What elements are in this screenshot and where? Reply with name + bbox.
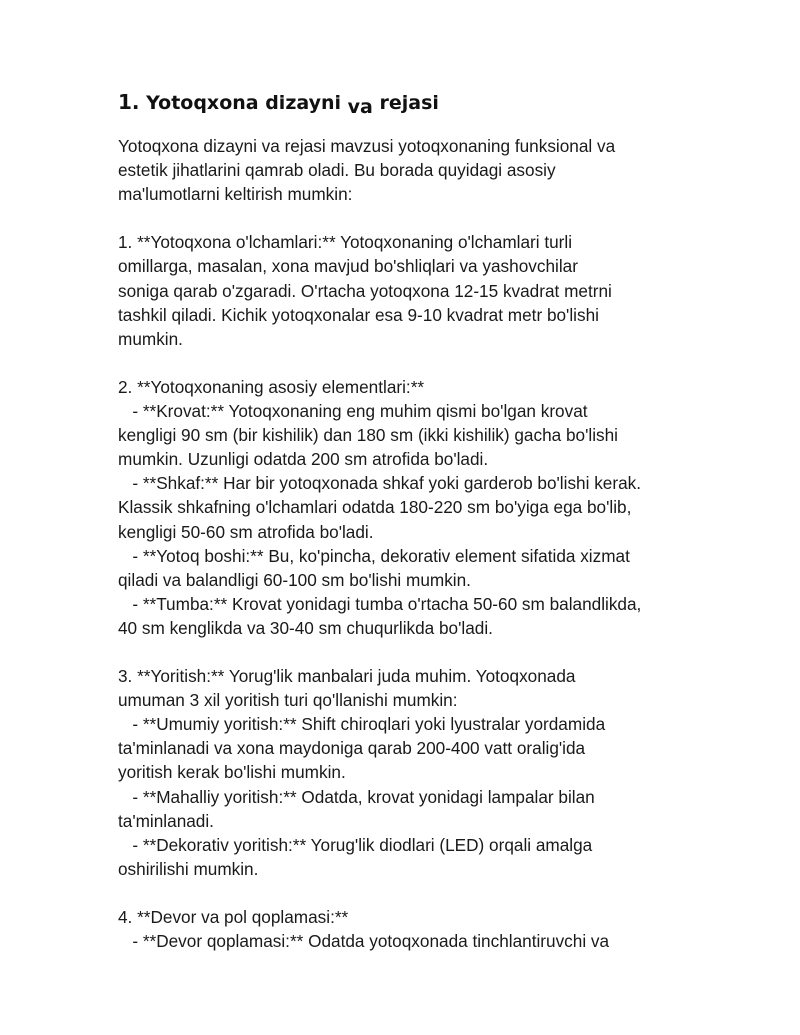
paragraph-spacer	[118, 881, 698, 905]
text-line: - **Tumba:** Krovat yonidagi tumba o'rtacha 50-60 sm balandlikda,	[118, 593, 642, 614]
heading-text-subscript: va	[347, 96, 373, 118]
text-line: yoritish kerak bo'lishi mumkin.	[118, 762, 346, 783]
text-line: mumkin. Uzunligi odatda 200 sm atrofida bo'ladi.	[118, 449, 489, 470]
text-line: 40 sm kenglikda va 30-40 sm chuqurlikda bo'ladi.	[118, 617, 493, 638]
text-line: - **Devor qoplamasi:** Odatda yotoqxonada tinchlantiruvchi va	[118, 931, 610, 952]
text-line: 1. **Yotoqxona o'lchamlari:** Yotoqxonaning o'lchamlari turli	[118, 232, 573, 253]
text-line: - **Mahalliy yoritish:** Odatda, krovat yonidagi lampalar bilan	[118, 786, 595, 807]
text-line: Klassik shkafning o'lchamlari odatda 180-220 sm bo'yiga ega bo'lib,	[118, 497, 632, 518]
text-line: 4. **Devor va pol qoplamasi:**	[118, 907, 349, 927]
text-line: ta'minlanadi.	[118, 810, 214, 831]
heading-text-part-1: Yotoqxona dizayni	[139, 92, 348, 114]
text-line: - **Yotoq boshi:** Bu, ko'pincha, dekorativ element sifatida xizmat	[118, 545, 630, 566]
paragraph-spacer	[118, 351, 698, 375]
text-line: - **Krovat:** Yotoqxonaning eng muhim qismi bo'lgan krovat	[118, 401, 588, 422]
text-line: qiladi va balandligi 60-100 sm bo'lishi mumkin.	[118, 569, 471, 590]
text-line: - **Dekorativ yoritish:** Yorug'lik diodlari (LED) orqali amalga	[118, 834, 593, 855]
text-line: - **Shkaf:** Har bir yotoqxonada shkaf yoki garderob bo'lishi kerak.	[118, 473, 641, 494]
text-line: oshirilishi mumkin.	[118, 858, 259, 879]
text-line: kengligi 50-60 sm atrofida bo'ladi.	[118, 521, 374, 542]
text-line: mumkin.	[118, 328, 183, 349]
text-line: soniga qarab o'zgaradi. O'rtacha yotoqxona 12-15 kvadrat metrni	[118, 280, 612, 301]
text-line: 3. **Yoritish:** Yorug'lik manbalari juda muhim. Yotoqxonada	[118, 666, 576, 687]
text-line: omillarga, masalan, xona mavjud bo'shliqlari va yashovchilar	[118, 256, 578, 277]
text-line: 2. **Yotoqxonaning asosiy elementlari:**	[118, 376, 425, 397]
text-line: Yotoqxona dizayni va rejasi mavzusi yotoqxonaning funksional va	[118, 136, 616, 156]
text-line: ta'minlanadi va xona maydoniga qarab 200-400 vatt oralig'ida	[118, 738, 586, 759]
text-line: - **Umumiy yoritish:** Shift chiroqlari yoki lyustralar yordamida	[118, 714, 606, 735]
paragraph-spacer	[118, 640, 698, 664]
heading-text-part-2: rejasi	[372, 92, 439, 114]
text-line: kengligi 90 sm (bir kishilik) dan 180 sm (ikki kishilik) gacha bo'lishi	[118, 425, 618, 446]
heading-number: 1.	[118, 90, 140, 114]
text-line: umuman 3 xil yoritish turi qo'llanishi mumkin:	[118, 690, 458, 711]
text-line: estetik jihatlarini qamrab oladi. Bu borada quyidagi asosiy	[118, 160, 556, 181]
paragraph-spacer	[118, 206, 698, 230]
text-line: ma'lumotlarni keltirish mumkin:	[118, 184, 353, 205]
section-heading	[118, 90, 439, 118]
document-body	[118, 134, 698, 953]
text-line: tashkil qiladi. Kichik yotoqxonalar esa 9-10 kvadrat metr bo'lishi	[118, 304, 599, 325]
